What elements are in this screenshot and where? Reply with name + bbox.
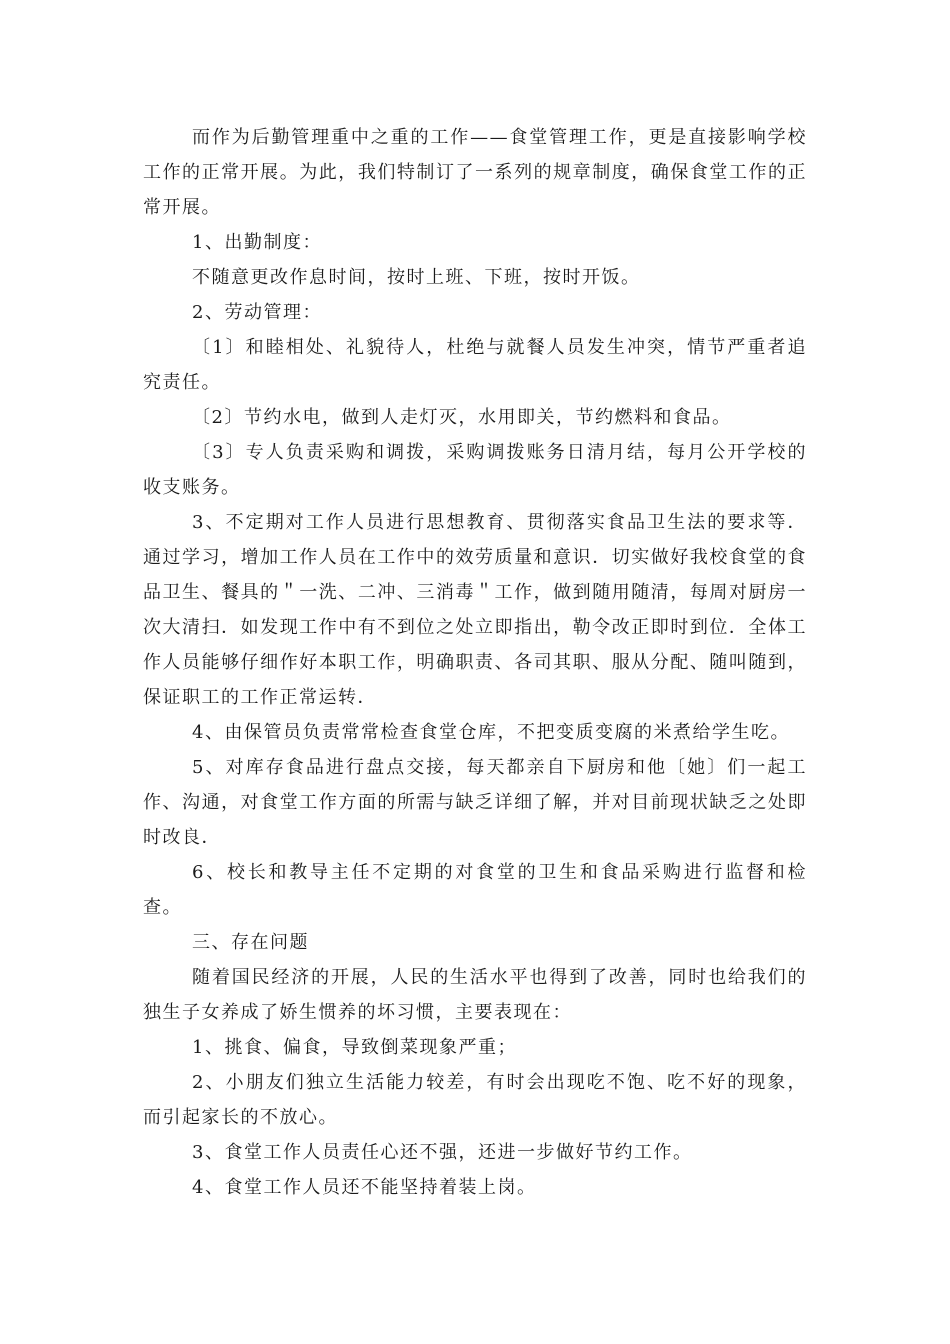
labor-item-1: 〔1〕和睦相处、礼貌待人，杜绝与就餐人员发生冲突，情节严重者追究责任。 xyxy=(143,337,807,393)
attendance-heading: 1、出勤制度： xyxy=(192,232,322,253)
problems-intro: 随着国民经济的开展，人民的生活水平也得到了改善，同时也给我们的独生子女养成了娇生惯养的坏习惯，主要表现在： xyxy=(143,967,807,1023)
document-body xyxy=(143,120,807,1205)
labor-heading: 2、劳动管理： xyxy=(192,302,322,323)
inventory-paragraph: 5、对库存食品进行盘点交接，每天都亲自下厨房和他〔她〕们一起工作、沟通，对食堂工作方面的所需与缺乏详细了解，并对目前现状缺乏之处即时改良． xyxy=(143,757,807,848)
section-heading-problems: 三、存在问题 xyxy=(192,932,309,953)
labor-item-2: 〔2〕节约水电，做到人走灯灭，水用即关，节约燃料和食品。 xyxy=(192,407,732,428)
problem-item-3: 3、食堂工作人员责任心还不强，还进一步做好节约工作。 xyxy=(192,1142,693,1163)
problem-item-4: 4、食堂工作人员还不能坚持着装上岗。 xyxy=(192,1177,537,1198)
labor-item-3: 〔3〕专人负责采购和调拨，采购调拨账务日清月结，每月公开学校的收支账务。 xyxy=(143,442,807,498)
problem-item-2: 2、小朋友们独立生活能力较差，有时会出现吃不饱、吃不好的现象，而引起家长的不放心。 xyxy=(143,1072,807,1128)
education-paragraph: 3、不定期对工作人员进行思想教育、贯彻落实食品卫生法的要求等．通过学习，增加工作人员在工作中的效劳质量和意识．切实做好我校食堂的食品卫生、餐具的＂一洗、二冲、三消毒＂工作，做到随用随清，每周对厨房一次大清扫．如发现工作中有不到位之处立即指出，勒令改正即时到位．全体工作人员能够仔细作好本职工作，明确职责、各司其职、服从分配、随叫随到，保证职工的工作正常运转． xyxy=(143,512,807,708)
warehouse-paragraph: 4、由保管员负责常常检查食堂仓库，不把变质变腐的米煮给学生吃。 xyxy=(192,722,790,743)
attendance-body: 不随意更改作息时间，按时上班、下班，按时开饭。 xyxy=(192,267,641,288)
problem-item-1: 1、挑食、偏食，导致倒菜现象严重； xyxy=(192,1037,517,1058)
intro-paragraph: 而作为后勤管理重中之重的工作——食堂管理工作，更是直接影响学校工作的正常开展。为此，我们特制订了一系列的规章制度，确保食堂工作的正常开展。 xyxy=(143,127,807,218)
supervision-paragraph: 6、校长和教导主任不定期的对食堂的卫生和食品采购进行监督和检查。 xyxy=(143,862,807,918)
